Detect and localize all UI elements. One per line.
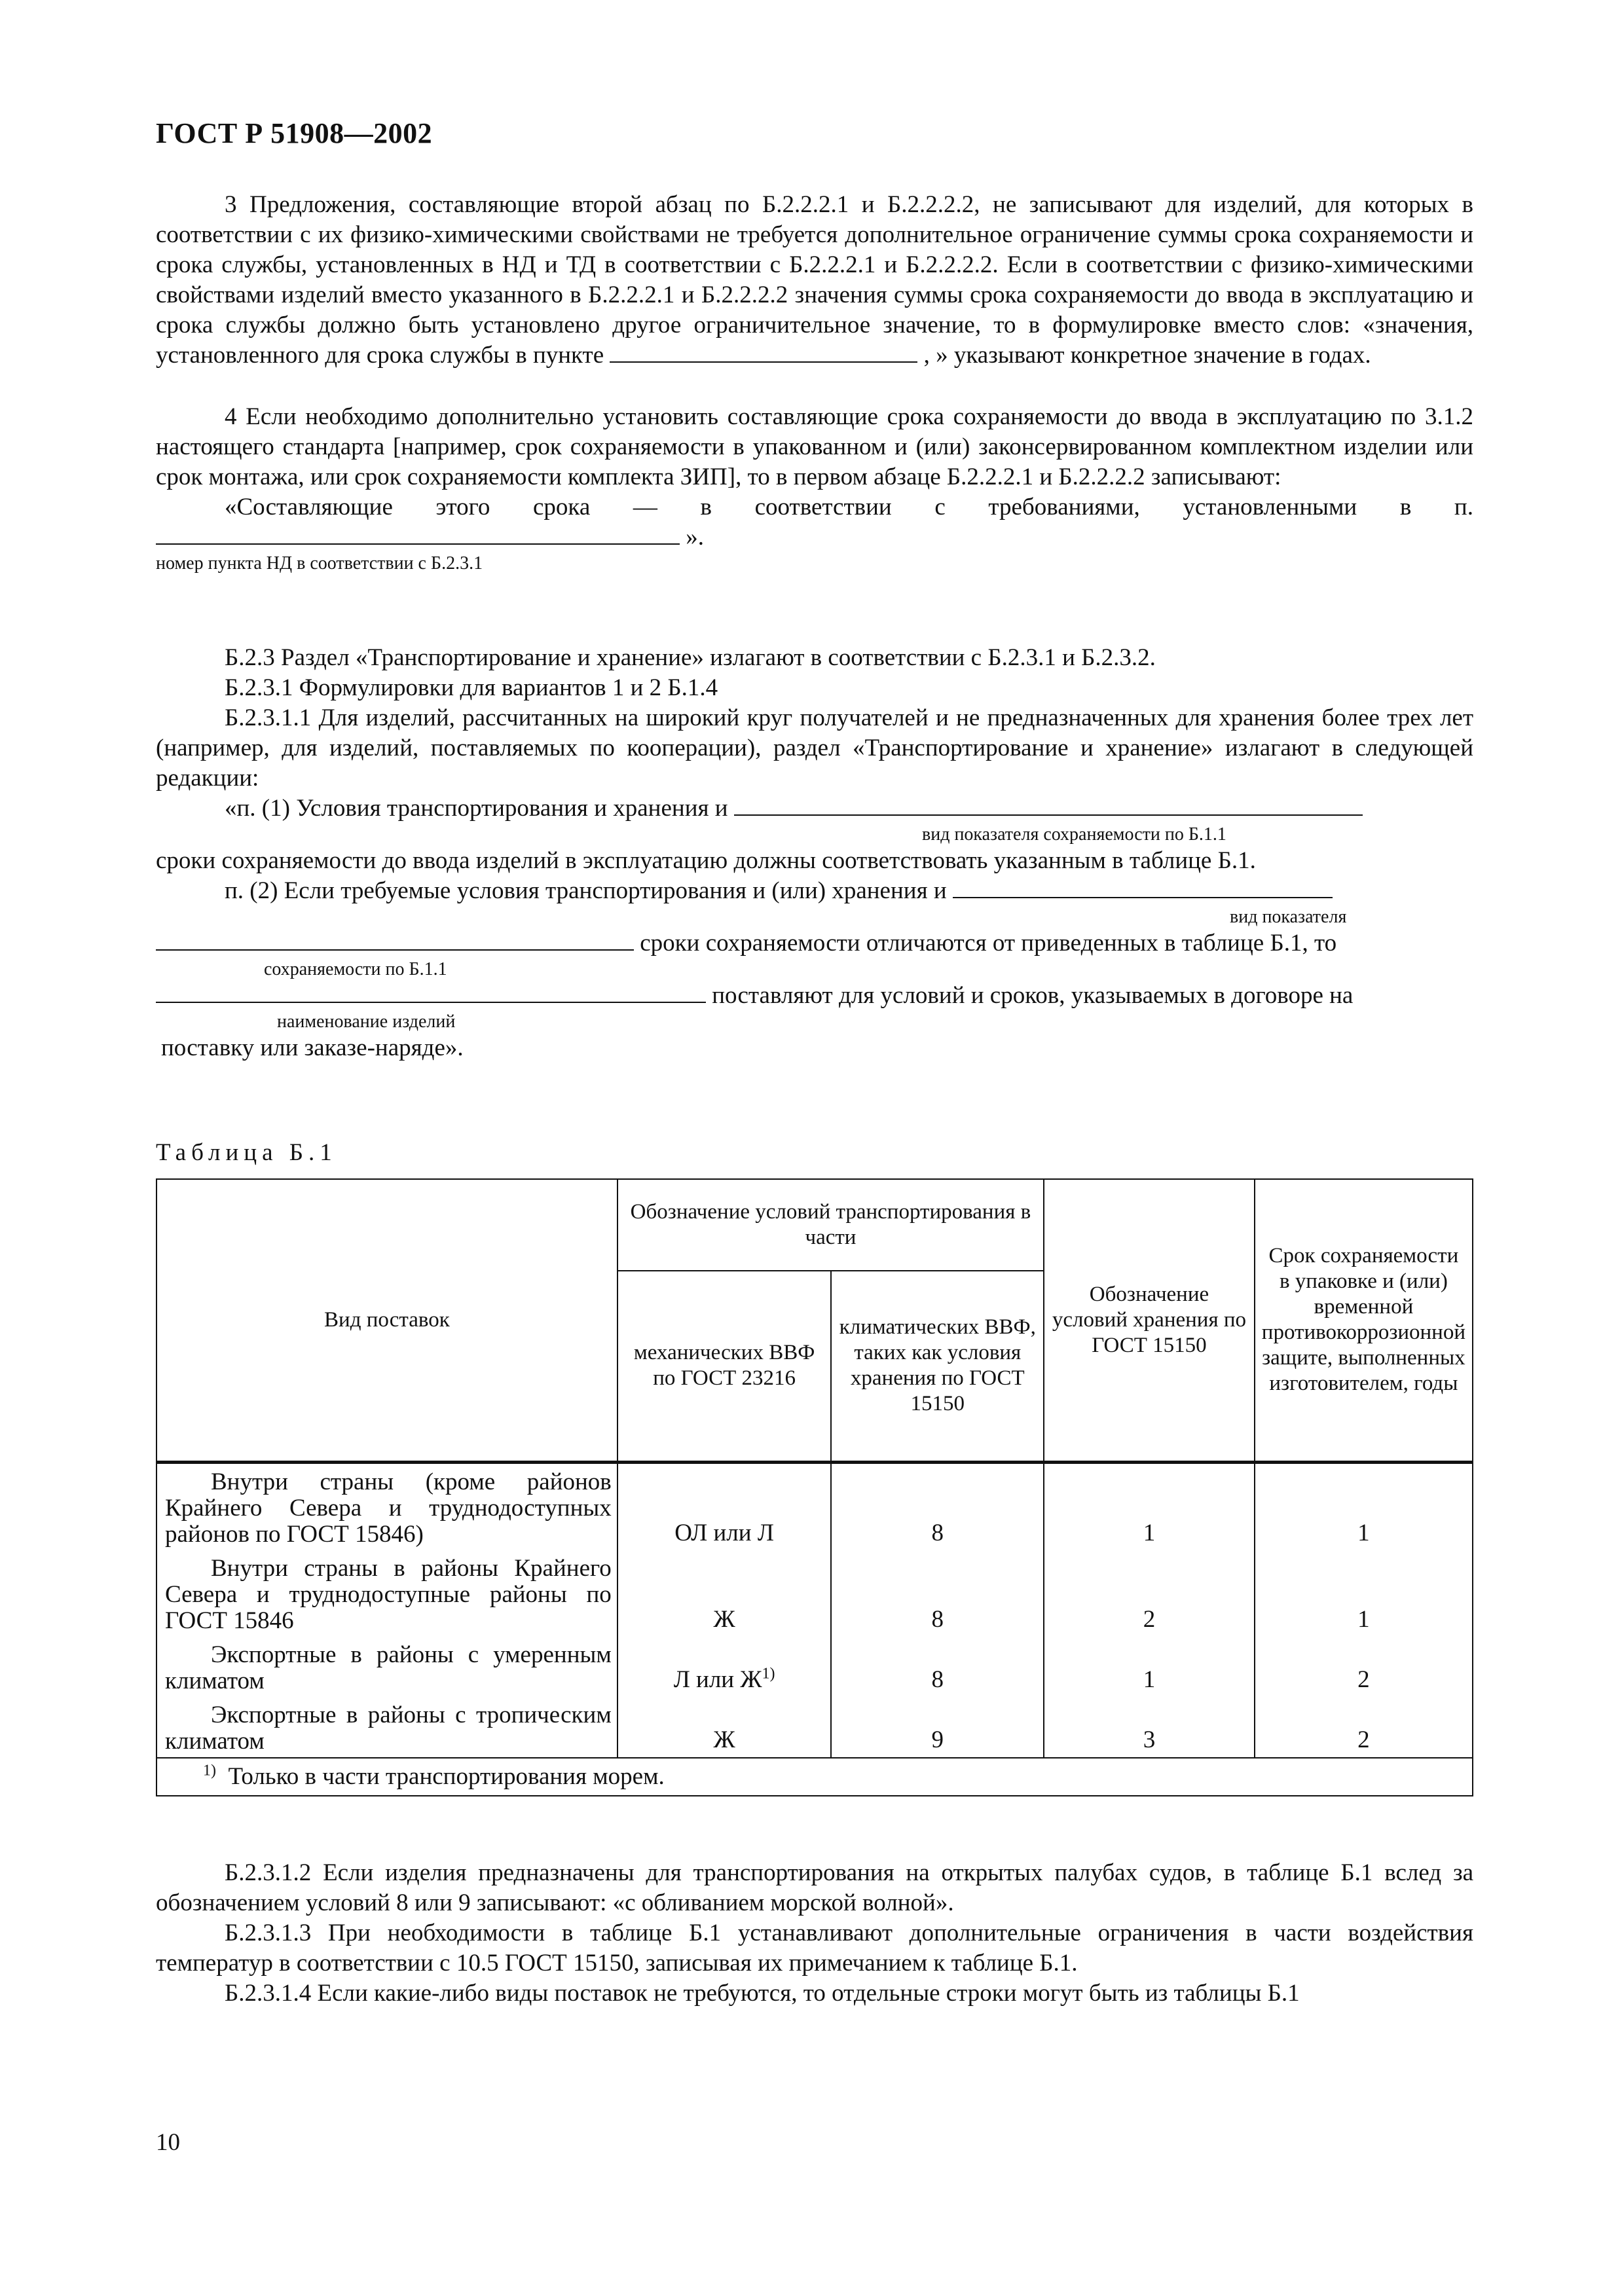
page-number: 10 [156,2129,180,2156]
note-3-text: 3 Предложения, составляющие второй абзац по Б.2.2.2.1 и Б.2.2.2.2, не записывают для изделий, для которых в соответствии с их физико-химическими свойствами не требуется дополнительное ограничение суммы срока сохраняемости и срока службы, установленных в НД и ТД в соответствии с Б.2.2.2.1 и Б.2.2.2.2. Если в соответствии с физико-химическими свойствами изделий вместо указанного в Б.2.2.2.1 и Б.2.2.2.2 значения суммы срока сохраняемости до ввода в эксплуатацию и срока службы должно быть установлено другое ограничительное значение, то в формулировке вместо слов: «значения, установленного для срока службы в пункте [156,191,1473,369]
cell-term: 2 [1255,1637,1473,1697]
b231-text: Б.2.3.1 Формулировки для вариантов 1 и 2 Б.1.4 [225,674,718,701]
table-row [157,1637,1473,1697]
table-row [157,1550,1473,1637]
blank-line [156,524,680,545]
table-row [157,1462,1473,1550]
cell-mech: ОЛ или Л [617,1462,832,1550]
footnote-text: Только в части транспортирования морем. [228,1762,665,1790]
b2312-text: Б.2.3.1.2 Если изделия предназначены для транспортирования на открытых палубах судов, в таблице Б.1 вслед за обозначением условий 8 или 9 записывают: «с обливанием морской волной». [156,1859,1473,1916]
quote-line: «Составляющие этого срока — в соответствии с требованиями, установленными в п. [225,494,1473,520]
b2313-text: Б.2.3.1.3 При необходимости в таблице Б.1 устанавливают дополнительные ограничения в части воздействия температур в соответствии с 10.5 ГОСТ 15150, записывая их примечанием к таблице Б.1. [156,1920,1473,1977]
cell-mech: Ж [617,1697,832,1758]
cell-term: 1 [1255,1462,1473,1550]
cell-store: 2 [1044,1550,1255,1637]
cell-clim: 9 [831,1697,1044,1758]
cell-vid: Экспортные в районы с умеренным климатом [157,1637,617,1697]
p2-mid: сроки сохраняемости отличаются от приведенных в таблице Б.1, то [640,930,1337,957]
cell-vid: Внутри страны в районы Крайнего Севера и труднодоступные районы по ГОСТ 15846 [157,1550,617,1637]
cell-vid: Внутри страны (кроме районов Крайнего Севера и труднодоступных районов по ГОСТ 15846) [157,1462,617,1550]
note-3-end: , » указывают конкретное значение в годах. [923,342,1371,369]
footnote-mark: 1) [203,1762,216,1779]
cell-clim: 8 [831,1550,1044,1637]
p1-start: «п. (1) Условия транспортирования и хранения и [225,795,728,822]
p2-start: п. (2) Если требуемые условия транспортирования и (или) хранения и [225,877,947,904]
table-footnote [157,1758,1473,1796]
cell-mech [617,1637,832,1697]
blank-line [610,342,917,363]
caption-vid2b: сохраняемости по Б.1.1 [264,959,447,979]
cell-clim: 8 [831,1637,1044,1697]
header-store: Обозначение условий хранения по ГОСТ 15150 [1044,1179,1255,1462]
blank-line [953,877,1333,898]
quote-end: ». [686,524,704,551]
b2311-text: Б.2.3.1.1 Для изделий, рассчитанных на широкий круг получателей и не предназначенных для хранения более трех лет (например, для изделий, поставляемых по кооперации), раздел «Транспортирование и хранение» излагают в следующей редакции: [156,704,1473,792]
cell-mech: Ж [617,1550,832,1637]
cell-term: 2 [1255,1697,1473,1758]
cell-store: 1 [1044,1637,1255,1697]
caption-name: наименование изделий [277,1011,456,1032]
header-group: Обозначение условий транспортирования в части [617,1179,1044,1271]
blank-line [156,982,706,1003]
document-header: ГОСТ Р 51908—2002 [156,117,433,149]
cell-vid: Экспортные в районы с тропическим климатом [157,1697,617,1758]
caption-vid2a: вид показателя [1230,907,1347,927]
note-3 [156,190,1473,371]
header-mech: механических ВВФ по ГОСТ 23216 [617,1271,832,1462]
p2-last: поставку или заказе-наряде». [161,1034,464,1061]
cell-store: 1 [1044,1462,1255,1550]
caption-nd: номер пункта НД в соответствии с Б.2.3.1 [156,553,483,574]
p1-end: сроки сохраняемости до ввода изделий в эксплуатацию должны соответствовать указанным в таблице Б.1. [156,847,1256,874]
cell-store: 3 [1044,1697,1255,1758]
section-after-table [156,1858,1473,2009]
footnote-ref: 1) [762,1665,775,1683]
table-title: Таблица Б.1 [156,1139,337,1166]
caption-vid1: вид показателя сохраняемости по Б.1.1 [922,824,1226,845]
b23-text: Б.2.3 Раздел «Транспортирование и хранение» излагают в соответствии с Б.2.3.1 и Б.2.3.2. [225,644,1156,671]
blank-line [156,930,634,951]
note-4 [156,402,1473,575]
cell-clim: 8 [831,1462,1044,1550]
header-vid: Вид поставок [157,1179,617,1462]
b2314-text: Б.2.3.1.4 Если какие-либо виды поставок не требуются, то отдельные строки могут быть из таблицы Б.1 [225,1980,1300,2007]
table-row [157,1697,1473,1758]
cell-term: 1 [1255,1550,1473,1637]
section-b23 [156,643,1473,1063]
header-clim: климатических ВВФ, таких как условия хранения по ГОСТ 15150 [831,1271,1044,1462]
cell-mech-text: Л или Ж [673,1666,762,1693]
note-4-text: 4 Если необходимо дополнительно установить составляющие срока сохраняемости до ввода в эксплуатацию по 3.1.2 настоящего стандарта [например, срок сохраняемости в упакованном и (или) законсервированном комплектном изделии или срок монтажа, или срок сохраняемости комплекта ЗИП], то в первом абзаце Б.2.2.2.1 и Б.2.2.2.2 записывают: [156,403,1473,490]
header-term: Срок сохраняемости в упаковке и (или) временной противокоррозионной защите, выполненных изготовителем, годы [1255,1179,1473,1462]
p2-end: поставляют для условий и сроков, указываемых в договоре на [712,982,1354,1009]
table-b1 [156,1178,1473,1796]
blank-line [734,795,1363,816]
